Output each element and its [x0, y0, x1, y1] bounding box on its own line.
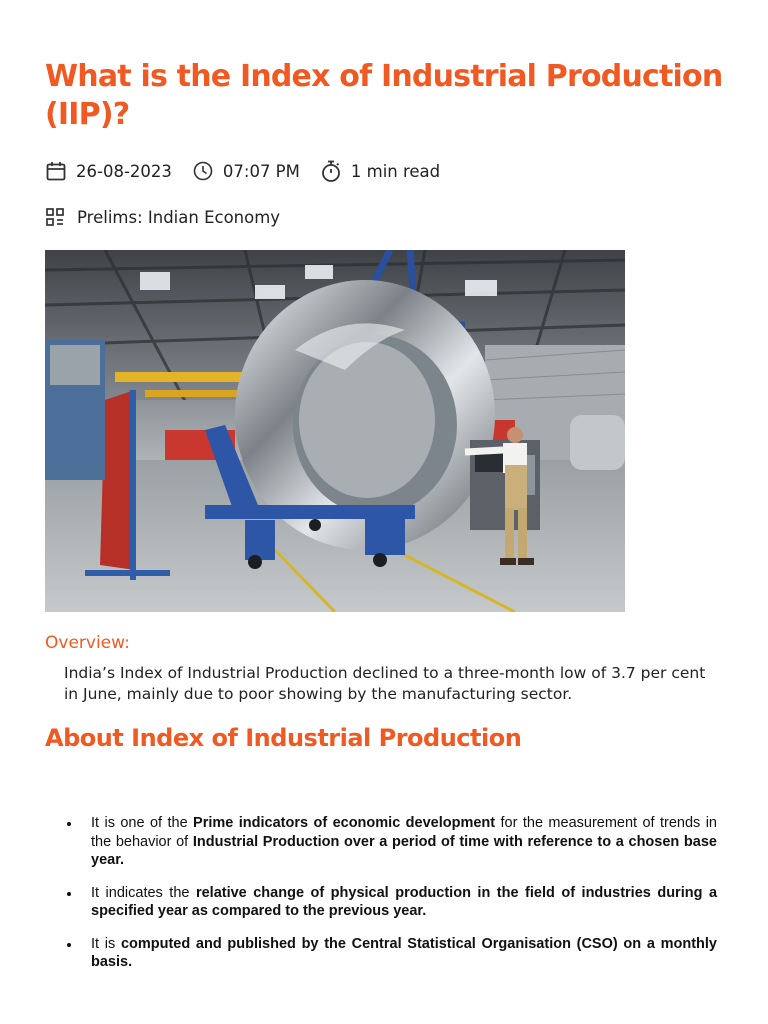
text-run: It is one of the	[91, 815, 194, 831]
section-title: About Index of Industrial Production	[45, 724, 522, 752]
date-text: 26-08-2023	[76, 161, 172, 181]
stopwatch-icon	[320, 159, 342, 183]
list-item	[45, 814, 717, 870]
publish-date	[45, 160, 172, 182]
bold-text: Industrial Production over a period of time with reference to a chosen base year.	[91, 833, 717, 868]
article-meta	[45, 157, 460, 185]
read-time	[320, 159, 440, 183]
list-item	[45, 884, 717, 921]
page-title: What is the Index of Industrial Production (IIP)?	[45, 59, 723, 132]
grid-icon	[45, 207, 65, 227]
clock-icon	[192, 160, 214, 182]
list-item	[45, 935, 717, 972]
bold-text: relative change of physical production in the field of industries during a specified year as compared to the previous year.	[91, 884, 718, 919]
factory-photo	[45, 250, 625, 612]
text-run: for the measurement of trends in the behavior of	[91, 815, 717, 850]
text-run: It indicates the	[91, 884, 196, 901]
calendar-icon	[45, 160, 67, 182]
publish-time	[192, 160, 300, 182]
overview-label: Overview:	[45, 633, 130, 653]
overview-text: India’s Index of Industrial Production declined to a three-month low of 3.7 per cent in June, mainly due to poor showing by the manufacturing sector.	[64, 664, 706, 703]
bullet-list	[45, 814, 717, 986]
time-text: 07:07 PM	[222, 161, 300, 181]
category-text: Prelims: Indian Economy	[77, 207, 281, 227]
bold-text: computed and published by the Central Statistical Organisation (CSO) on a monthly basis.	[91, 935, 717, 970]
category-tag[interactable]	[45, 203, 280, 231]
bold-text: Prime indicators of economic development	[193, 815, 496, 831]
read-time-text: 1 min read	[350, 161, 441, 181]
hero-image	[45, 250, 625, 612]
text-run: It is	[91, 935, 121, 952]
